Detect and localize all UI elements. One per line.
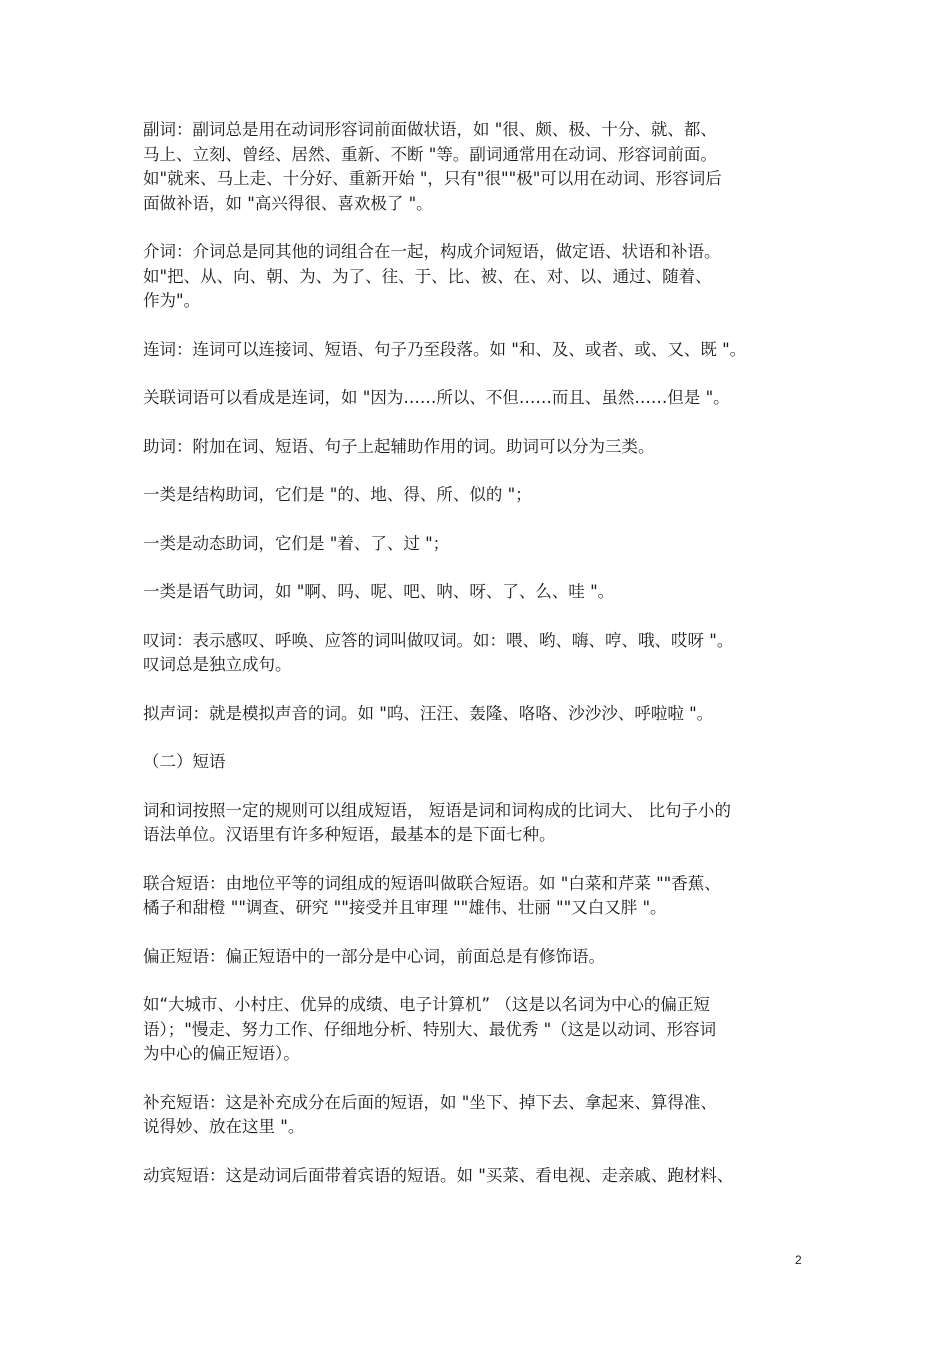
page-number: 2: [795, 1253, 802, 1267]
paragraph-interjection: [143, 629, 808, 678]
text-line: 如“大城市、小村庄、优异的成绩、电子计算机” （这是以名词为中心的偏正短: [143, 995, 710, 1014]
text-line: 马上、立刻、曾经、居然、重新、不断 "等。副词通常用在动词、形容词前面。: [143, 144, 717, 164]
text-line: 助词：附加在词、短语、句子上起辅助作用的词。助词可以分为三类。: [143, 436, 655, 456]
paragraph-particle: [143, 435, 808, 460]
text-line: 面做补语，如 "高兴得很、喜欢极了 "。: [143, 193, 433, 213]
text-line: 一类是动态助词，它们是 "着、了、过 "；: [143, 533, 450, 553]
paragraph-conjunction: [143, 338, 808, 363]
paragraph-phrase-intro: [143, 799, 808, 848]
paragraph-correlative: [143, 386, 808, 411]
paragraph-onomatopoeia: [143, 702, 808, 727]
paragraph-complement-phrase: [143, 1091, 808, 1140]
text-line: 说得妙、放在这里 "。: [143, 1117, 305, 1136]
text-line: 作为"。: [143, 291, 201, 310]
text-line: 词和词按照一定的规则可以组成短语， 短语是词和词构成的比词大、 比句子小的: [143, 800, 731, 820]
text-line: 一类是语气助词，如 "啊、吗、呢、吧、呐、呀、了、么、哇 "。: [143, 582, 615, 601]
text-line: 叹词：表示感叹、呼唤、应答的词叫做叹词。如：喂、哟、嗨、哼、哦、哎呀 "。: [143, 630, 734, 650]
paragraph-preposition: [143, 240, 808, 314]
text-line: 为中心的偏正短语）。: [143, 1044, 300, 1063]
document-body: [143, 118, 808, 1212]
paragraph-section-heading: [143, 750, 808, 775]
text-line: 叹词总是独立成句。: [143, 655, 292, 674]
text-line: 关联词语可以看成是连词，如 "因为……所以、不但……而且、虽然……但是 "。: [143, 388, 730, 407]
text-line: 一类是结构助词，它们是 "的、地、得、所、似的 "；: [143, 485, 532, 504]
text-line: 语法单位。汉语里有许多种短语，最基本的是下面七种。: [143, 825, 556, 844]
text-line: 动宾短语：这是动词后面带着宾语的短语。如 "买菜、看电视、走亲戚、跑材料、: [143, 1165, 734, 1185]
paragraph-modal-particle: [143, 580, 808, 605]
paragraph-coordinate-phrase: [143, 872, 808, 921]
text-line: 如"把、从、向、朝、为、为了、往、于、比、被、在、对、以、通过、随着、: [143, 266, 712, 286]
text-line: （二）短语: [143, 752, 226, 771]
paragraph-verb-object-phrase: [143, 1164, 808, 1189]
paragraph-aspect-particle: [143, 532, 808, 557]
text-line: 如"就来、马上走、十分好、重新开始 "，只有"很""极"可以用在动词、形容词后: [143, 169, 722, 188]
text-line: 橘子和甜橙 ""调查、研究 ""接受并且审理 ""雄伟、壮丽 ""又白又胖 "。: [143, 898, 667, 917]
text-line: 联合短语：由地位平等的词组成的短语叫做联合短语。如 "白菜和芹菜 ""香蕉、: [143, 873, 721, 893]
text-line: 偏正短语：偏正短语中的一部分是中心词，前面总是有修饰语。: [143, 946, 605, 966]
paragraph-adverb: [143, 118, 808, 216]
text-line: 连词：连词可以连接词、短语、句子乃至段落。如 "和、及、或者、或、又、既 "。: [143, 339, 747, 359]
text-line: 语）；"慢走、努力工作、仔细地分析、特别大、最优秀 "（这是以动词、形容词: [143, 1019, 717, 1039]
text-line: 补充短语：这是补充成分在后面的短语，如 "坐下、掉下去、拿起来、算得准、: [143, 1092, 717, 1112]
text-line: 介词：介词总是同其他的词组合在一起，构成介词短语，做定语、状语和补语。: [143, 242, 721, 261]
text-line: 拟声词：就是模拟声音的词。如 "呜、汪汪、轰隆、咯咯、沙沙沙、呼啦啦 "。: [143, 703, 714, 723]
paragraph-modifier-examples: [143, 993, 808, 1067]
text-line: 副词：副词总是用在动词形容词前面做状语，如 "很、颇、极、十分、就、都、: [143, 120, 717, 139]
paragraph-structural-particle: [143, 483, 808, 508]
paragraph-modifier-phrase: [143, 945, 808, 970]
